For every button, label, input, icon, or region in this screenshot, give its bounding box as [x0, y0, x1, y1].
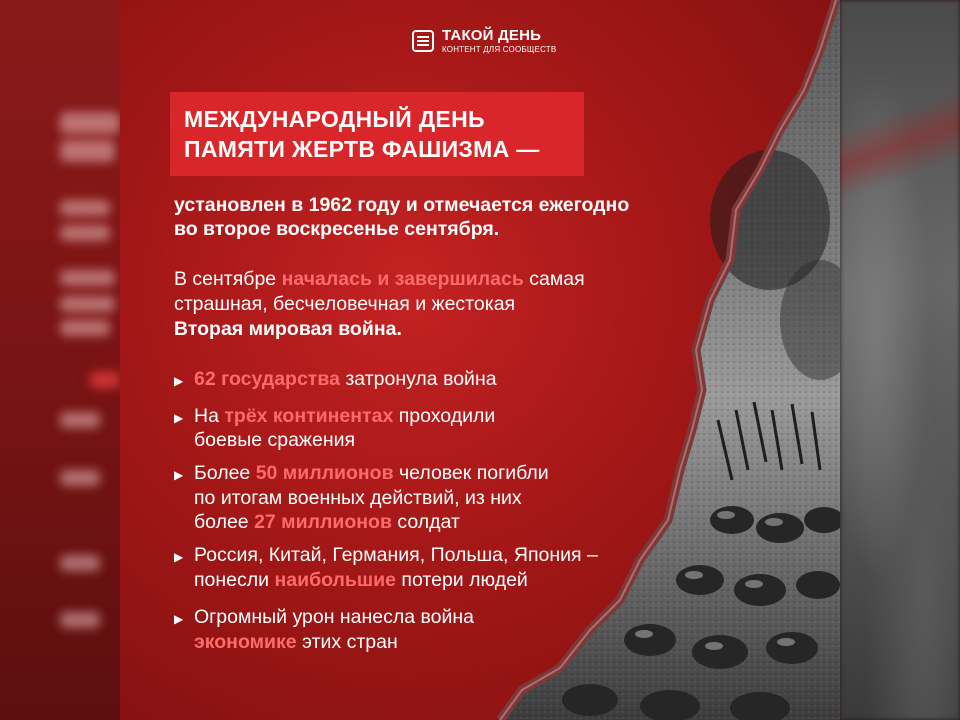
- text-span: этих стран: [296, 631, 398, 653]
- subtitle-line-1: установлен в 1962 году и отмечается ежегодно: [174, 194, 630, 216]
- fact-5-line-2: [194, 633, 398, 653]
- brand-tagline: КОНТЕНТ ДЛЯ СООБЩЕСТВ: [442, 45, 557, 54]
- backdrop-blur-shape: [90, 372, 120, 388]
- poster: [120, 0, 840, 720]
- text-span: На: [194, 405, 225, 427]
- backdrop-blur-shape: [60, 470, 100, 486]
- backdrop-blur-shape: [60, 200, 110, 216]
- backdrop-blur-shape: [60, 140, 115, 162]
- backdrop-blur-shape: [60, 270, 115, 286]
- backdrop-blur-shape: [60, 555, 100, 571]
- calendar-icon: [412, 30, 434, 52]
- brand-logo: [412, 28, 556, 54]
- backdrop-blur-shape: [60, 225, 110, 241]
- text-span: понесли: [194, 569, 275, 591]
- bullet-arrow-icon: ▶: [174, 374, 184, 388]
- fact-3-line-1: [194, 464, 549, 484]
- bullet-arrow-icon: ▶: [174, 468, 184, 482]
- fact-5-line-1: Огромный урон нанесла война: [194, 606, 474, 628]
- text-span: солдат: [391, 511, 460, 533]
- title-banner: [170, 92, 584, 176]
- fact-3-line-3: [194, 513, 460, 533]
- text-span: Более: [194, 462, 256, 484]
- text-span: человек погибли: [393, 462, 549, 484]
- fact-4-line-2: [194, 571, 528, 591]
- fact-4-line-1: Россия, Китай, Германия, Польша, Япония –: [194, 544, 598, 566]
- backdrop-blur-shape: [60, 112, 120, 134]
- blurred-backdrop-right: [840, 0, 960, 720]
- highlight-text: наибольшие: [274, 569, 397, 591]
- backdrop-blur-shape: [840, 80, 960, 210]
- highlight-text: экономике: [194, 631, 297, 653]
- highlight-text: 27 миллионов: [254, 511, 392, 533]
- brand-name: ТАКОЙ ДЕНЬ: [442, 27, 542, 44]
- bullet-arrow-icon: ▶: [174, 550, 184, 564]
- title-line-1: МЕЖДУНАРОДНЫЙ ДЕНЬ: [184, 106, 485, 132]
- text-span: потери людей: [396, 569, 528, 591]
- fact-2-line-2: боевые сражения: [194, 429, 356, 451]
- bullet-arrow-icon: ▶: [174, 411, 184, 425]
- backdrop-blur-shape: [60, 320, 110, 336]
- highlight-text: 62 государства: [194, 368, 340, 390]
- backdrop-blur-shape: [60, 612, 100, 628]
- intro-line-3: Вторая мировая война.: [174, 318, 402, 340]
- highlight-text: трёх континентах: [224, 405, 394, 427]
- fact-1-line-1: [194, 370, 497, 390]
- backdrop-blur-shape: [60, 412, 100, 428]
- intro-line-1: [174, 270, 585, 290]
- text-span: проходили: [393, 405, 496, 427]
- subtitle-line-2: во второе воскресенье сентября.: [174, 218, 500, 240]
- text-span: более: [194, 511, 255, 533]
- text-span: В сентябре: [174, 268, 282, 290]
- title-line-2: ПАМЯТИ ЖЕРТВ ФАШИЗМА —: [184, 136, 540, 162]
- text-span: затронула война: [339, 368, 497, 390]
- bullet-arrow-icon: ▶: [174, 612, 184, 626]
- highlight-text: 50 миллионов: [255, 462, 394, 484]
- fact-3-line-2: по итогам военных действий, из них: [194, 487, 522, 509]
- backdrop-blur-shape: [60, 296, 115, 312]
- blurred-backdrop-left: [0, 0, 120, 720]
- fact-2-line-1: [194, 407, 495, 427]
- highlight-text: началась и завершилась: [281, 268, 524, 290]
- intro-line-2: страшная, бесчеловечная и жестокая: [174, 293, 516, 315]
- text-span: самая: [523, 268, 585, 290]
